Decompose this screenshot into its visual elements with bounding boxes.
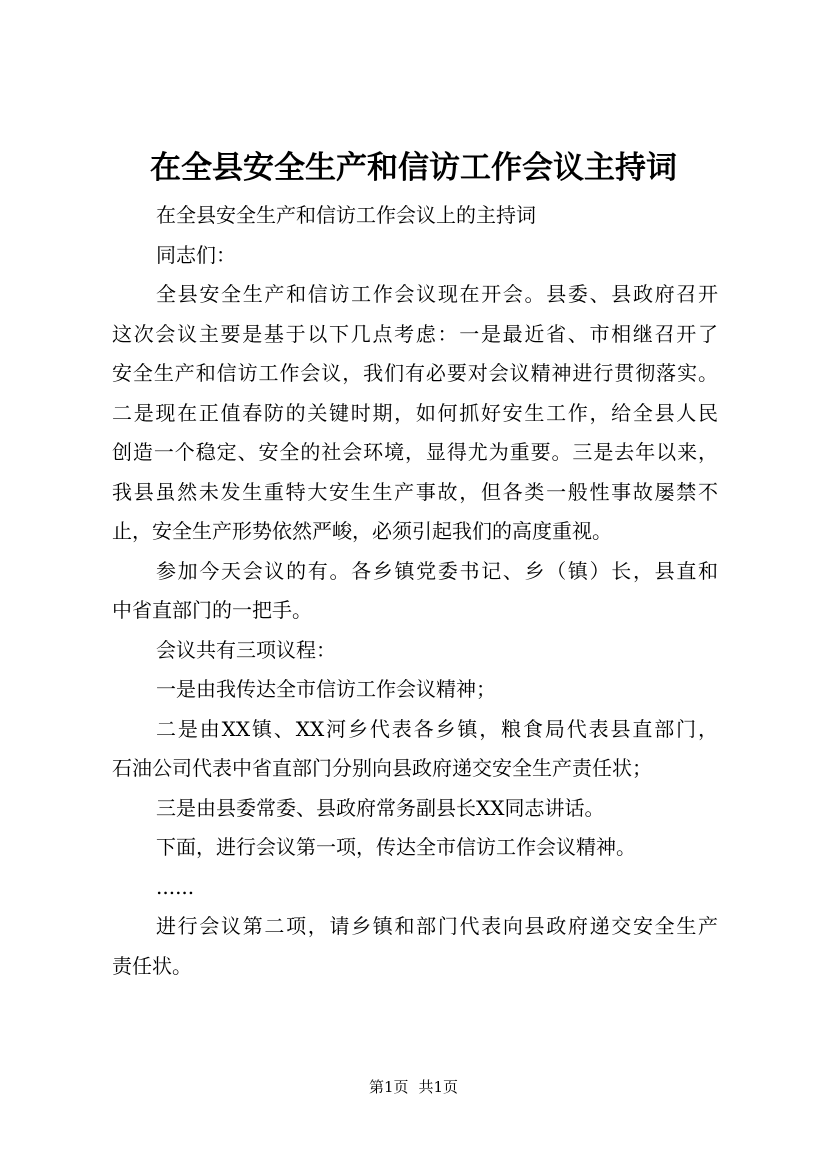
document-line: 一是由我传达全市信访工作会议精神； (156, 677, 496, 701)
document-line: 全县安全生产和信访工作会议现在开会。县委、县政府召开 (156, 282, 718, 306)
document-line: 二是现在正值春防的关键时期，如何抓好安生工作，给全县人民 (112, 400, 718, 425)
page-total: 共1页 (418, 1078, 459, 1096)
document-line: 这次会议主要是基于以下几点考虑：一是最近省、市相继召开了 (112, 321, 718, 346)
document-line: 会议共有三项议程： (156, 637, 336, 662)
document-line: 二是由XX镇、XX河乡代表各乡镇，粮食局代表县直部门， (156, 716, 718, 741)
document-line: 中省直部门的一把手。 (112, 598, 312, 622)
document-line: 同志们： (156, 242, 236, 267)
document-line: 进行会议第二项，请乡镇和部门代表向县政府递交安全生产 (156, 914, 718, 938)
document-body (112, 196, 718, 986)
page-number: 第1页 (368, 1078, 409, 1096)
document-line: 下面，进行会议第一项，传达全市信访工作会议精神。 (156, 835, 636, 859)
page-footer (0, 1076, 827, 1098)
document-line: 止，安全生产形势依然严峻，必须引起我们的高度重视。 (112, 519, 612, 543)
document-line: 参加今天会议的有。各乡镇党委书记、乡（镇）长，县直和 (156, 558, 718, 583)
document-line: 我县虽然未发生重特大安生生产事故，但各类一般性事故屡禁不 (112, 479, 718, 504)
document-line: 安全生产和信访工作会议，我们有必要对会议精神进行贯彻落实。 (112, 361, 718, 385)
document-line: 在全县安全生产和信访工作会议上的主持词 (156, 203, 536, 227)
document-line: 创造一个稳定、安全的社会环境，显得尤为重要。三是去年以来， (112, 440, 718, 464)
document-line: 责任状。 (112, 953, 192, 978)
document-line: 石油公司代表中省直部门分别向县政府递交安全生产责任状； (112, 756, 652, 780)
document-title: 在全县安全生产和信访工作会议主持词 (150, 150, 677, 186)
document-line: ...... (156, 874, 195, 899)
document-line: 三是由县委常委、县政府常务副县长XX同志讲话。 (156, 795, 605, 820)
